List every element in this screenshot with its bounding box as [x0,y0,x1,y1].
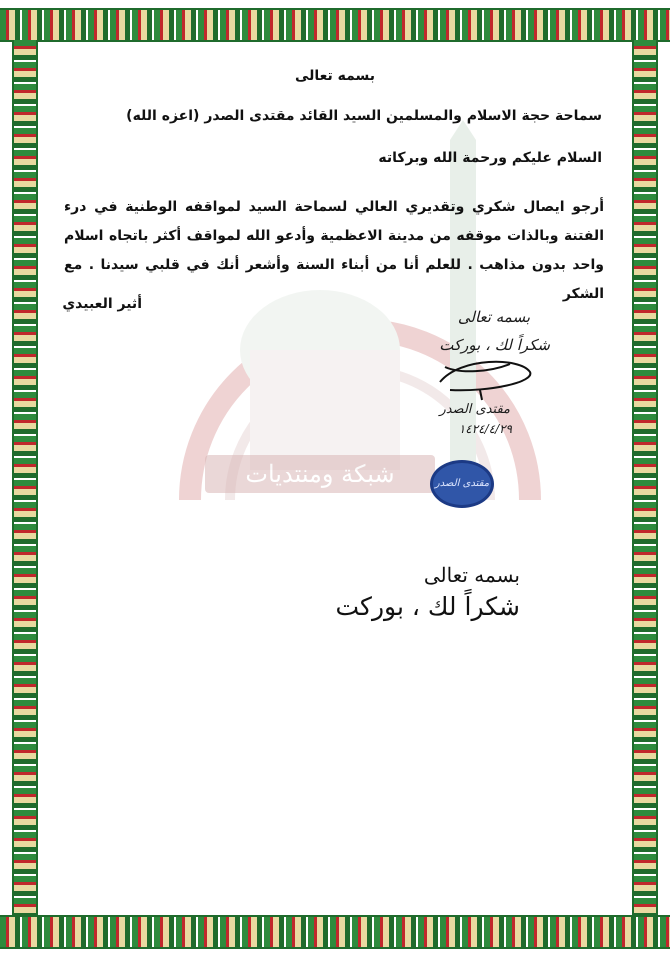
letter-greeting: السلام عليكم ورحمة الله وبركاته [378,150,602,166]
typed-reply-line1: بسمه تعالى [423,563,520,587]
signature-scribble-icon [430,352,540,402]
watermark-caption: شبكة ومنتديات [205,455,435,493]
handwritten-reply-line2: شكراً لك ، بوركت [439,336,550,354]
ornamental-border-bottom [0,915,670,949]
handwritten-date: ١٤٢٤/٤/٢٩ [458,422,512,436]
ornamental-border-left [12,40,38,916]
official-stamp: مقتدى الصدر [430,460,494,508]
ornamental-border-right [632,40,658,916]
letter-sender: أثير العبيدي [62,296,142,312]
handwritten-signature-name: مقتدى الصدر [439,402,510,417]
typed-reply-line2: شكراً لك ، بوركت [335,592,520,621]
letter-body: أرجو ايصال شكري وتقديري العالي لسماحة السيد لمواقفه الوطنية في درء الفتنة وبالذات موقفه من مدينة الاعظمية وأدعو الله لمواقف أكثر باتجاه اسلام واحد بدون مذاهب . للعلم أنا من أبناء السنة وأشعر أنك في قلبي سيدنا . مع الشكر [64,199,604,302]
ornamental-border-top [0,8,670,42]
handwritten-reply-line1: بسمه تعالى [457,308,530,326]
letter-addressee: سماحة حجة الاسلام والمسلمين السيد القائد مقتدى الصدر (اعزه الله) [126,108,602,124]
letter-title: بسمه تعالى [294,68,376,84]
